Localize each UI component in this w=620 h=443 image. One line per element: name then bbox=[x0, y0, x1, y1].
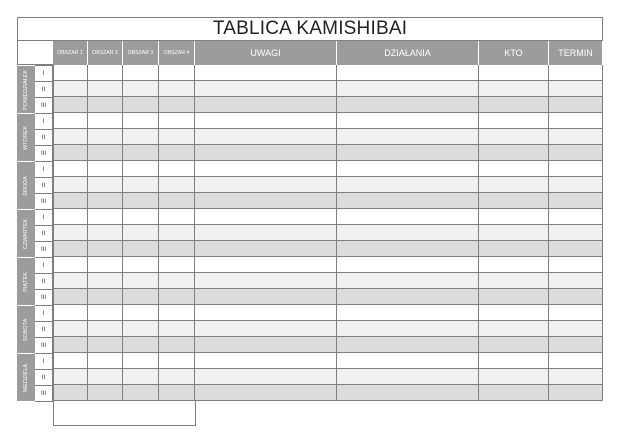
table-cell-who[interactable] bbox=[479, 257, 549, 273]
table-cell-who[interactable] bbox=[479, 385, 549, 401]
table-cell-area-4[interactable] bbox=[159, 97, 195, 113]
table-cell-area-3[interactable] bbox=[123, 161, 159, 177]
table-cell-area-4[interactable] bbox=[159, 321, 195, 337]
table-cell-who[interactable] bbox=[479, 129, 549, 145]
column-header-notes: UWAGI bbox=[195, 41, 337, 65]
table-cell-notes[interactable] bbox=[195, 289, 337, 305]
day-name: CZWARTEK bbox=[23, 218, 29, 249]
summary-cell-area-1[interactable] bbox=[53, 401, 89, 426]
table-cell-area-1[interactable] bbox=[53, 81, 88, 97]
table-cell-area-2[interactable] bbox=[88, 129, 123, 145]
table-cell-deadline[interactable] bbox=[549, 321, 603, 337]
table-cell-who[interactable] bbox=[479, 145, 549, 161]
table-cell-area-3[interactable] bbox=[123, 113, 159, 129]
table-cell-area-1[interactable] bbox=[53, 273, 88, 289]
table-cell-deadline[interactable] bbox=[549, 273, 603, 289]
table-cell-deadline[interactable] bbox=[549, 337, 603, 353]
table-cell-area-2[interactable] bbox=[88, 177, 123, 193]
table-cell-area-3[interactable] bbox=[123, 305, 159, 321]
table-cell-area-3[interactable] bbox=[123, 209, 159, 225]
table-cell-notes[interactable] bbox=[195, 161, 337, 177]
shift-label: II bbox=[35, 321, 53, 338]
table-cell-area-2[interactable] bbox=[88, 369, 123, 385]
table-cell-who[interactable] bbox=[479, 225, 549, 241]
table-cell-area-2[interactable] bbox=[88, 161, 123, 177]
shift-label: III bbox=[35, 241, 53, 258]
table-cell-area-2[interactable] bbox=[88, 273, 123, 289]
table-cell-area-3[interactable] bbox=[123, 385, 159, 401]
table-cell-notes[interactable] bbox=[195, 273, 337, 289]
table-cell-notes[interactable] bbox=[195, 65, 337, 81]
table-cell-area-2[interactable] bbox=[88, 385, 123, 401]
table-cell-deadline[interactable] bbox=[549, 209, 603, 225]
table-cell-notes[interactable] bbox=[195, 321, 337, 337]
table-cell-area-4[interactable] bbox=[159, 369, 195, 385]
table-cell-actions[interactable] bbox=[337, 209, 479, 225]
table-cell-who[interactable] bbox=[479, 321, 549, 337]
column-header-area-3: OBSZAR 3 bbox=[123, 41, 159, 65]
day-label-7 bbox=[17, 353, 35, 401]
shift-label: II bbox=[35, 273, 53, 290]
shift-label: II bbox=[35, 129, 53, 146]
table-cell-area-4[interactable] bbox=[159, 193, 195, 209]
table-cell-who[interactable] bbox=[479, 353, 549, 369]
table-cell-actions[interactable] bbox=[337, 385, 479, 401]
table-cell-actions[interactable] bbox=[337, 129, 479, 145]
table-cell-area-1[interactable] bbox=[53, 257, 88, 273]
column-header-area-2: OBSZAR 2 bbox=[88, 41, 123, 65]
table-cell-area-2[interactable] bbox=[88, 113, 123, 129]
day-label-4 bbox=[17, 209, 35, 257]
table-cell-actions[interactable] bbox=[337, 353, 479, 369]
table-cell-who[interactable] bbox=[479, 65, 549, 81]
board-title: TABLICA KAMISHIBAI bbox=[17, 17, 603, 41]
table-cell-area-2[interactable] bbox=[88, 209, 123, 225]
table-cell-actions[interactable] bbox=[337, 289, 479, 305]
table-cell-notes[interactable] bbox=[195, 129, 337, 145]
table-cell-area-3[interactable] bbox=[123, 241, 159, 257]
table-cell-area-3[interactable] bbox=[123, 145, 159, 161]
shift-label: III bbox=[35, 193, 53, 210]
table-cell-area-4[interactable] bbox=[159, 337, 195, 353]
table-cell-area-3[interactable] bbox=[123, 289, 159, 305]
shift-label: III bbox=[35, 385, 53, 402]
table-cell-area-1[interactable] bbox=[53, 241, 88, 257]
table-cell-deadline[interactable] bbox=[549, 177, 603, 193]
day-name: ŚRODA bbox=[23, 175, 29, 196]
table-cell-notes[interactable] bbox=[195, 209, 337, 225]
table-cell-area-1[interactable] bbox=[53, 113, 88, 129]
table-cell-area-4[interactable] bbox=[159, 113, 195, 129]
table-cell-who[interactable] bbox=[479, 289, 549, 305]
table-cell-notes[interactable] bbox=[195, 353, 337, 369]
table-cell-deadline[interactable] bbox=[549, 113, 603, 129]
shift-label: III bbox=[35, 97, 53, 114]
table-cell-actions[interactable] bbox=[337, 97, 479, 113]
table-cell-area-2[interactable] bbox=[88, 337, 123, 353]
table-cell-area-1[interactable] bbox=[53, 337, 88, 353]
table-cell-actions[interactable] bbox=[337, 161, 479, 177]
table-cell-deadline[interactable] bbox=[549, 369, 603, 385]
table-cell-area-1[interactable] bbox=[53, 209, 88, 225]
day-label-2 bbox=[17, 113, 35, 161]
table-cell-deadline[interactable] bbox=[549, 289, 603, 305]
table-cell-area-2[interactable] bbox=[88, 321, 123, 337]
summary-cell-area-4[interactable] bbox=[159, 401, 196, 426]
table-cell-notes[interactable] bbox=[195, 97, 337, 113]
table-cell-actions[interactable] bbox=[337, 81, 479, 97]
shift-label: III bbox=[35, 289, 53, 306]
column-header-area-4: OBSZAR 4 bbox=[159, 41, 195, 65]
table-cell-area-4[interactable] bbox=[159, 241, 195, 257]
kamishibai-board bbox=[17, 17, 603, 426]
shift-label: I bbox=[35, 113, 53, 130]
day-label-6 bbox=[17, 305, 35, 353]
shift-label: I bbox=[35, 161, 53, 178]
table-cell-area-3[interactable] bbox=[123, 193, 159, 209]
day-name: NIEDZIELA bbox=[23, 363, 29, 392]
table-cell-area-1[interactable] bbox=[53, 65, 88, 81]
shift-label: I bbox=[35, 209, 53, 226]
table-cell-who[interactable] bbox=[479, 193, 549, 209]
day-name: WTOREK bbox=[23, 125, 29, 150]
table-cell-deadline[interactable] bbox=[549, 241, 603, 257]
table-cell-notes[interactable] bbox=[195, 113, 337, 129]
table-cell-area-3[interactable] bbox=[123, 129, 159, 145]
shift-label: III bbox=[35, 145, 53, 162]
table-cell-area-2[interactable] bbox=[88, 65, 123, 81]
table-cell-actions[interactable] bbox=[337, 257, 479, 273]
table-cell-actions[interactable] bbox=[337, 321, 479, 337]
table-cell-who[interactable] bbox=[479, 113, 549, 129]
table-cell-deadline[interactable] bbox=[549, 353, 603, 369]
table-cell-area-4[interactable] bbox=[159, 65, 195, 81]
day-name: SOBOTA bbox=[23, 318, 29, 341]
day-label-5 bbox=[17, 257, 35, 305]
table-cell-area-3[interactable] bbox=[123, 65, 159, 81]
day-name: PIĄTEK bbox=[23, 271, 29, 292]
table-cell-notes[interactable] bbox=[195, 81, 337, 97]
table-cell-deadline[interactable] bbox=[549, 129, 603, 145]
table-cell-area-4[interactable] bbox=[159, 177, 195, 193]
table-cell-area-3[interactable] bbox=[123, 353, 159, 369]
table-cell-area-1[interactable] bbox=[53, 97, 88, 113]
table-cell-who[interactable] bbox=[479, 161, 549, 177]
shift-label: I bbox=[35, 305, 53, 322]
table-cell-notes[interactable] bbox=[195, 337, 337, 353]
table-cell-area-4[interactable] bbox=[159, 273, 195, 289]
column-header-deadline: TERMIN bbox=[549, 41, 603, 65]
table-cell-area-4[interactable] bbox=[159, 385, 195, 401]
table-cell-area-2[interactable] bbox=[88, 81, 123, 97]
shift-label: I bbox=[35, 65, 53, 82]
table-cell-area-1[interactable] bbox=[53, 145, 88, 161]
table-cell-deadline[interactable] bbox=[549, 145, 603, 161]
table-cell-area-1[interactable] bbox=[53, 385, 88, 401]
table-cell-notes[interactable] bbox=[195, 241, 337, 257]
table-cell-actions[interactable] bbox=[337, 225, 479, 241]
table-cell-who[interactable] bbox=[479, 177, 549, 193]
table-cell-actions[interactable] bbox=[337, 113, 479, 129]
table-cell-actions[interactable] bbox=[337, 193, 479, 209]
header-corner bbox=[17, 41, 53, 65]
table-cell-area-1[interactable] bbox=[53, 353, 88, 369]
column-header-area-1: OBSZAR 1 bbox=[53, 41, 88, 65]
summary-cell-area-3[interactable] bbox=[123, 401, 160, 426]
table-cell-area-4[interactable] bbox=[159, 209, 195, 225]
table-cell-area-2[interactable] bbox=[88, 257, 123, 273]
day-name: PONIEDZIAŁEK bbox=[23, 69, 29, 110]
table-cell-area-1[interactable] bbox=[53, 369, 88, 385]
table-cell-deadline[interactable] bbox=[549, 225, 603, 241]
table-cell-actions[interactable] bbox=[337, 145, 479, 161]
table-cell-area-1[interactable] bbox=[53, 289, 88, 305]
table-cell-area-3[interactable] bbox=[123, 321, 159, 337]
table-cell-area-3[interactable] bbox=[123, 257, 159, 273]
table-cell-who[interactable] bbox=[479, 273, 549, 289]
day-label-1 bbox=[17, 65, 35, 113]
summary-cell-area-2[interactable] bbox=[88, 401, 124, 426]
table-cell-notes[interactable] bbox=[195, 305, 337, 321]
table-cell-area-1[interactable] bbox=[53, 321, 88, 337]
table-cell-actions[interactable] bbox=[337, 305, 479, 321]
table-cell-area-3[interactable] bbox=[123, 225, 159, 241]
table-cell-deadline[interactable] bbox=[549, 385, 603, 401]
table-cell-area-1[interactable] bbox=[53, 305, 88, 321]
table-cell-area-4[interactable] bbox=[159, 353, 195, 369]
table-cell-area-3[interactable] bbox=[123, 177, 159, 193]
shift-label: II bbox=[35, 225, 53, 242]
table-cell-actions[interactable] bbox=[337, 65, 479, 81]
table-cell-area-2[interactable] bbox=[88, 97, 123, 113]
table-cell-area-3[interactable] bbox=[123, 81, 159, 97]
table-cell-actions[interactable] bbox=[337, 273, 479, 289]
table-cell-area-1[interactable] bbox=[53, 161, 88, 177]
shift-label: II bbox=[35, 81, 53, 98]
table-cell-deadline[interactable] bbox=[549, 65, 603, 81]
column-header-who: KTO bbox=[479, 41, 549, 65]
table-cell-area-2[interactable] bbox=[88, 241, 123, 257]
table-cell-area-2[interactable] bbox=[88, 289, 123, 305]
table-cell-notes[interactable] bbox=[195, 225, 337, 241]
table-cell-who[interactable] bbox=[479, 97, 549, 113]
table-cell-area-1[interactable] bbox=[53, 193, 88, 209]
shift-label: II bbox=[35, 369, 53, 386]
table-cell-actions[interactable] bbox=[337, 369, 479, 385]
table-cell-area-3[interactable] bbox=[123, 369, 159, 385]
table-cell-who[interactable] bbox=[479, 369, 549, 385]
table-cell-notes[interactable] bbox=[195, 257, 337, 273]
table-cell-notes[interactable] bbox=[195, 145, 337, 161]
table-cell-deadline[interactable] bbox=[549, 161, 603, 177]
table-cell-deadline[interactable] bbox=[549, 81, 603, 97]
shift-label: II bbox=[35, 177, 53, 194]
table-cell-area-4[interactable] bbox=[159, 161, 195, 177]
table-cell-area-4[interactable] bbox=[159, 129, 195, 145]
table-cell-area-1[interactable] bbox=[53, 225, 88, 241]
table-cell-who[interactable] bbox=[479, 337, 549, 353]
table-cell-area-1[interactable] bbox=[53, 129, 88, 145]
table-cell-area-2[interactable] bbox=[88, 193, 123, 209]
shift-label: I bbox=[35, 257, 53, 274]
day-label-3 bbox=[17, 161, 35, 209]
table-cell-area-2[interactable] bbox=[88, 305, 123, 321]
table-cell-area-2[interactable] bbox=[88, 353, 123, 369]
column-header-actions: DZIAŁANIA bbox=[337, 41, 479, 65]
table-cell-area-4[interactable] bbox=[159, 257, 195, 273]
table-cell-deadline[interactable] bbox=[549, 97, 603, 113]
table-cell-deadline[interactable] bbox=[549, 193, 603, 209]
table-cell-deadline[interactable] bbox=[549, 257, 603, 273]
shift-label: III bbox=[35, 337, 53, 354]
table-cell-area-4[interactable] bbox=[159, 81, 195, 97]
table-cell-notes[interactable] bbox=[195, 385, 337, 401]
shift-label: I bbox=[35, 353, 53, 370]
table-cell-area-4[interactable] bbox=[159, 289, 195, 305]
table-cell-actions[interactable] bbox=[337, 337, 479, 353]
table-cell-area-4[interactable] bbox=[159, 225, 195, 241]
table-cell-who[interactable] bbox=[479, 241, 549, 257]
table-cell-actions[interactable] bbox=[337, 241, 479, 257]
table-cell-area-1[interactable] bbox=[53, 177, 88, 193]
table-cell-deadline[interactable] bbox=[549, 305, 603, 321]
table-cell-who[interactable] bbox=[479, 305, 549, 321]
table-cell-area-3[interactable] bbox=[123, 273, 159, 289]
table-cell-who[interactable] bbox=[479, 209, 549, 225]
table-cell-area-2[interactable] bbox=[88, 145, 123, 161]
table-cell-area-4[interactable] bbox=[159, 305, 195, 321]
table-cell-actions[interactable] bbox=[337, 177, 479, 193]
table-cell-area-4[interactable] bbox=[159, 145, 195, 161]
table-cell-area-3[interactable] bbox=[123, 97, 159, 113]
table-cell-notes[interactable] bbox=[195, 177, 337, 193]
table-cell-area-2[interactable] bbox=[88, 225, 123, 241]
table-cell-area-3[interactable] bbox=[123, 337, 159, 353]
table-cell-notes[interactable] bbox=[195, 193, 337, 209]
table-cell-notes[interactable] bbox=[195, 369, 337, 385]
table-cell-who[interactable] bbox=[479, 81, 549, 97]
